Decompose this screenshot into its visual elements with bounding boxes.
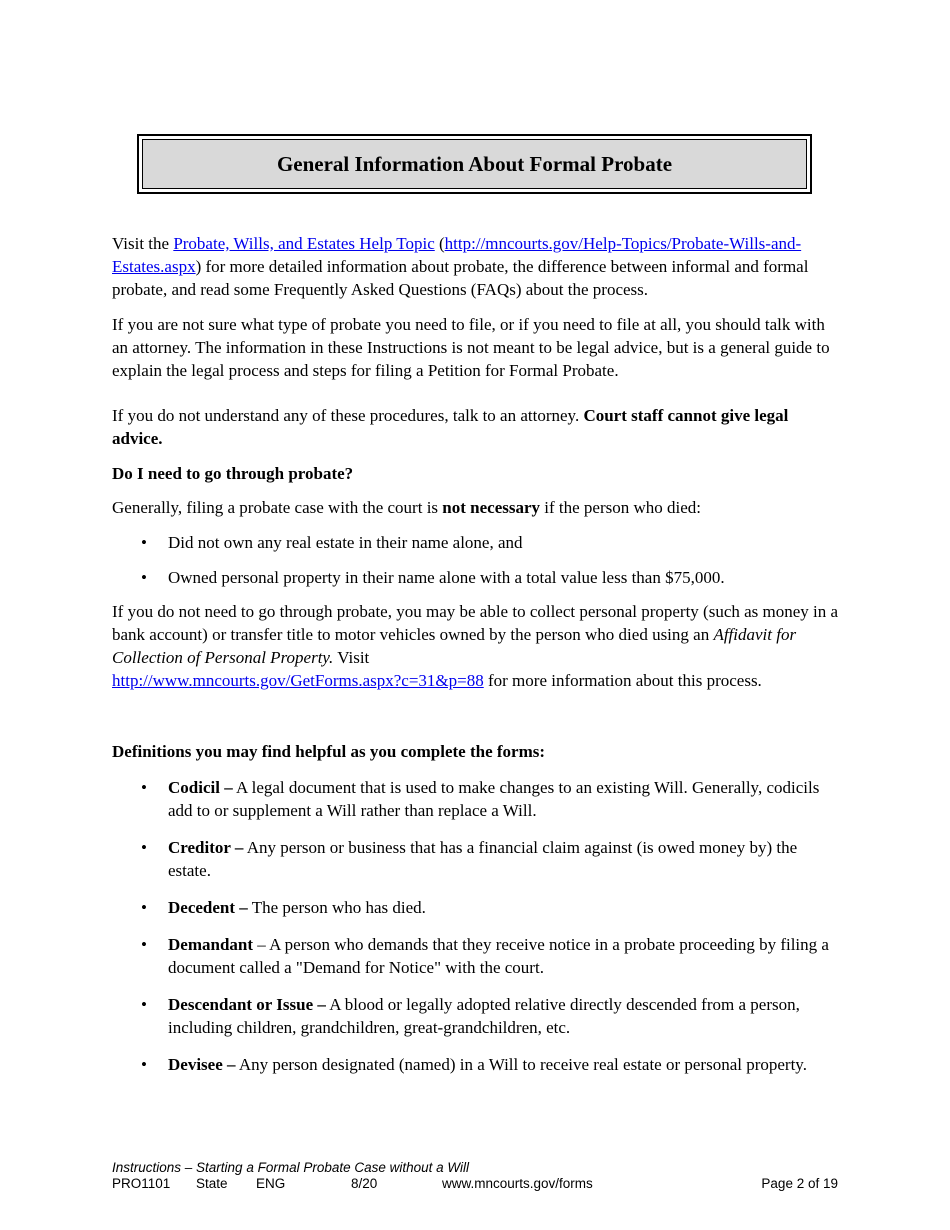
footer-form-code: PRO1101	[112, 1176, 171, 1191]
definition-text: The person who has died.	[247, 898, 426, 917]
page-title: General Information About Formal Probate	[142, 139, 807, 189]
procedures-text: If you do not understand any of these procedures, talk to an attorney.	[112, 406, 584, 425]
definition-item	[112, 896, 842, 919]
title-box	[137, 134, 812, 194]
generally-after: if the person who died:	[540, 498, 702, 517]
definition-text: Any person designated (named) in a Will to receive real estate or personal property.	[235, 1055, 807, 1074]
intro-paragraph	[112, 232, 842, 301]
intro-paren: (	[434, 234, 445, 253]
definition-term: Demandant	[168, 935, 254, 954]
help-topic-link[interactable]: Probate, Wills, and Estates Help Topic	[173, 234, 435, 253]
definition-term: Codicil –	[168, 778, 233, 797]
footer-page-number: Page 2 of 19	[761, 1176, 838, 1191]
page-footer	[112, 1160, 838, 1192]
definition-term: Decedent –	[168, 898, 248, 917]
generally-before: Generally, filing a probate case with the court is	[112, 498, 443, 517]
definition-text: Any person or business that has a financial claim against (is owed money by) the estate.	[168, 838, 798, 880]
definition-term: Devisee –	[168, 1055, 236, 1074]
list-item: • Did not own any real estate in their name alone, and	[112, 531, 842, 554]
generally-paragraph	[112, 496, 842, 519]
definitions-list	[112, 776, 842, 1076]
definition-item	[112, 993, 842, 1039]
legal-advice-warning: Court staff cannot give legal advice.	[112, 406, 789, 448]
affidavit-after: for more information about this process.	[483, 671, 762, 690]
list-item: • Owned personal property in their name alone with a total value less than $75,000.	[112, 566, 842, 589]
definition-text: A blood or legally adopted relative directly descended from a person, including children, grandchildren, great-grandchildren, etc.	[168, 995, 800, 1037]
definition-term: Creditor –	[168, 838, 244, 857]
definition-item	[112, 836, 842, 882]
help-url-link[interactable]: http://mncourts.gov/Help-Topics/Probate-Wills-and-Estates.aspx	[112, 234, 802, 276]
affidavit-before: If you do not need to go through probate, you may be able to collect personal property (such as money in a bank account) or transfer title to motor vehicles owned by the person who died using an	[112, 602, 839, 644]
heading-definitions: Definitions you may find helpful as you complete the forms:	[112, 742, 546, 761]
heading-need-probate: Do I need to go through probate?	[112, 464, 354, 483]
footer-meta-row	[112, 1176, 838, 1192]
affidavit-title: Affidavit for Collection of Personal Property.	[112, 625, 797, 667]
generally-bold: not necessary	[442, 498, 541, 517]
not-sure-paragraph: If you are not sure what type of probate you need to file, or if you need to file at all, you should talk with an attorney. The information in these Instructions is not meant to be legal advice, but is a general guide to explain the legal process and steps for filing a Petition for Formal Probate.	[112, 315, 830, 380]
definition-item	[112, 776, 842, 822]
footer-date: 8/20	[351, 1176, 378, 1191]
affidavit-paragraph	[112, 600, 842, 692]
footer-doc-title: Instructions – Starting a Formal Probate Case without a Will	[112, 1160, 470, 1175]
getforms-link[interactable]: http://www.mncourts.gov/GetForms.aspx?c=31&p=88	[112, 671, 484, 690]
affidavit-mid: Visit	[333, 648, 370, 667]
conditions-list	[112, 531, 842, 589]
footer-state: State	[196, 1176, 228, 1191]
definition-item	[112, 933, 842, 979]
intro-prefix: Visit the	[112, 234, 174, 253]
document-body	[112, 232, 842, 1076]
definition-text: – A person who demands that they receive notice in a probate proceeding by filing a document called a "Demand for Notice" with the court.	[168, 935, 829, 977]
definition-text: A legal document that is used to make changes to an existing Will. Generally, codicils add to or supplement a Will rather than replace a Will.	[168, 778, 820, 820]
definition-term: Descendant or Issue –	[168, 995, 326, 1014]
footer-website: www.mncourts.gov/forms	[442, 1176, 593, 1191]
procedures-paragraph	[112, 404, 842, 450]
intro-suffix: ) for more detailed information about probate, the difference between informal and formal probate, and read some Frequently Asked Questions (FAQs) about the process.	[112, 257, 809, 299]
footer-lang: ENG	[256, 1176, 286, 1191]
definition-item	[112, 1053, 842, 1076]
